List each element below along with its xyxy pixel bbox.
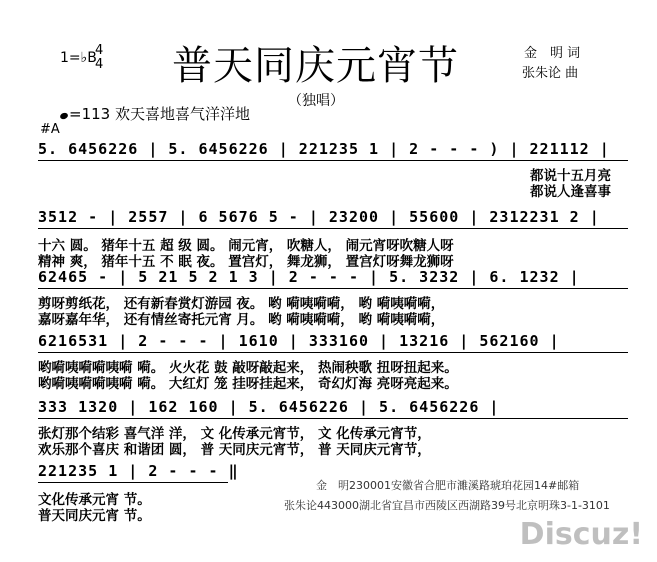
underline-2 xyxy=(38,228,628,229)
underline-4 xyxy=(38,352,628,353)
lyrics-line-5a: 张灯那个结彩 喜气洋 洋， 文 化传承元宵节， 文 化传承元宵节， xyxy=(38,426,431,442)
notation-line-4: 6216531 | 2 - - - | 1610 | 333160 | 13216 | 562160 | xyxy=(38,332,560,350)
watermark-logo: Discuz! xyxy=(519,517,643,552)
quarter-note-icon xyxy=(59,112,69,120)
lyrics-line-1a: 都说十五月亮 xyxy=(530,168,611,184)
footer-address-2: 张朱论443000湖北省宜昌市西陵区西湖路39号北京明珠3-1-3101 xyxy=(284,499,610,512)
underline-3 xyxy=(38,288,628,289)
notation-line-1: 5. 6456226 | 5. 6456226 | 221235 1 | 2 - - - ) | 221112 | xyxy=(38,140,610,158)
lyricist-credit: 金 明 词 xyxy=(524,46,581,61)
time-signature-top: 4 xyxy=(95,43,104,58)
notation-line-5: 333 1320 | 162 160 | 5. 6456226 | 5. 6456226 | xyxy=(38,398,500,416)
lyrics-line-3b: 嘉呀嘉年华， 还有情丝寄托元宵 月。 哟 嗬咦嗬嗬， 哟 嗬咦嗬嗬， xyxy=(38,312,445,328)
key-signature: 1=♭B xyxy=(60,50,97,66)
tempo-text: =113 欢天喜地喜气洋洋地 xyxy=(69,105,250,123)
underline-6 xyxy=(38,482,228,483)
underline-1 xyxy=(38,160,628,161)
notation-line-6: 221235 1 | 2 - - - ‖ xyxy=(38,462,239,480)
lyrics-line-5b: 欢乐那个喜庆 和谐团 圆， 普 天同庆元宵节， 普 天同庆元宵节， xyxy=(38,442,431,458)
song-title: 普天同庆元宵节 xyxy=(172,43,459,89)
lyrics-line-4a: 哟嗬咦嗬嗬咦嗬 嗬。 火火花 鼓 敲呀敲起来， 热闹秧歌 扭呀扭起来。 xyxy=(38,360,458,376)
composer-credit: 张朱论 曲 xyxy=(522,66,579,81)
footer-address-1: 金 明230001安徽省合肥市濉溪路琥珀花园14#邮箱 xyxy=(316,479,580,492)
lyrics-line-6b: 普天同庆元宵 节。 xyxy=(38,508,151,524)
subtitle: （独唱） xyxy=(288,93,344,109)
lyrics-line-4b: 哟嗬咦嗬嗬咦嗬 嗬。 大红灯 笼 挂呀挂起来， 奇幻灯海 亮呀亮起来。 xyxy=(38,376,458,392)
notation-line-3: 62465 - | 5 21 5 2 1 3 | 2 - - - | 5. 3232 | 6. 1232 | xyxy=(38,268,580,286)
underline-5 xyxy=(38,418,628,419)
lyrics-line-2a: 十六 圆。 猪年十五 超 级 圆。 闹元宵， 吹糖人， 闹元宵呀吹糖人呀 xyxy=(38,238,454,254)
time-signature-bottom: 4 xyxy=(95,57,104,72)
lyrics-line-1b: 都说人逢喜事 xyxy=(530,184,611,200)
time-signature xyxy=(95,44,103,72)
lyrics-line-6a: 文化传承元宵 节。 xyxy=(38,492,151,508)
lyrics-line-2b: 精神 爽， 猪年十五 不 眠 夜。 置宫灯， 舞龙狮， 置宫灯呀舞龙狮呀 xyxy=(38,254,454,270)
section-mark: #A xyxy=(40,122,60,137)
notation-line-2: 3512 - | 2557 | 6 5676 5 - | 23200 | 55600 | 2312231 2 | xyxy=(38,208,600,226)
tempo-marking xyxy=(60,103,250,124)
lyrics-line-3a: 剪呀剪纸花， 还有新春赏灯游园 夜。 哟 嗬咦嗬嗬， 哟 嗬咦嗬嗬， xyxy=(38,296,445,312)
